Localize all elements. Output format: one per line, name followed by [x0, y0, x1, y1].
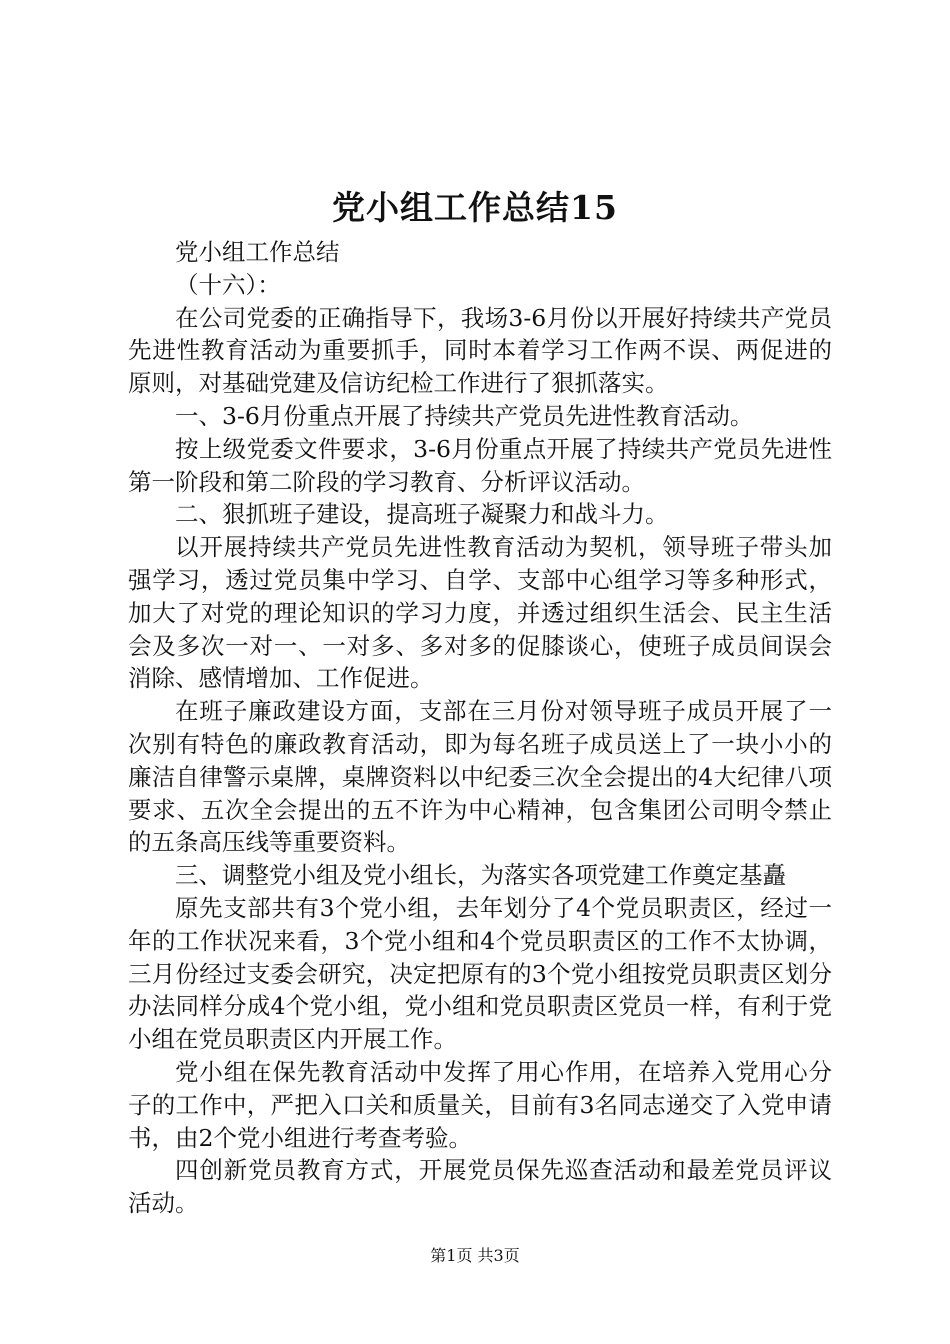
paragraph: 原先支部共有3个党小组，去年划分了4个党员职责区，经过一年的工作状况来看，3个党小组和4个党员职责区的工作不太协调，三月份经过支委会研究，决定把原有的3个党小组按党员职责区划分办法同样分成4个党小组，党小组和党员职责区党员一样，有利于党小组在党员职责区内开展工作。: [128, 893, 832, 1054]
page-footer: 第1页 共3页: [430, 1246, 520, 1265]
paragraph-heading-2: 二、狠抓班子建设，提高班子凝聚力和战斗力。: [175, 500, 669, 529]
paragraph-heading-1: 一、3-6月份重点开展了持续共产党员先进性教育活动。: [175, 401, 754, 430]
paragraph: 以开展持续共产党员先进性教育活动为契机，领导班子带头加强学习，透过党员集中学习、自学、支部中心组学习等多种形式，加大了对党的理论知识的学习力度，并透过组织生活会、民主生活会及多次一对一、一对多、多对多的促膝谈心，使班子成员间误会消除、感情增加、工作促进。: [128, 533, 832, 693]
paragraph-intro: 在公司党委的正确指导下，我场3-6月份以开展好持续共产党员先进性教育活动为重要抓手，同时本着学习工作两不误、两促进的原则，对基础党建及信访纪检工作进行了狠抓落实。: [128, 303, 832, 398]
paragraph-heading-3: 三、调整党小组及党小组长，为落实各项党建工作奠定基矗: [175, 861, 786, 890]
paragraph: 按上级党委文件要求，3-6月份重点开展了持续共产党员先进性第一阶段和第二阶段的学习教育、分析评议活动。: [128, 434, 832, 496]
document-title: 党小组工作总结15: [332, 188, 618, 227]
paragraph: 在班子廉政建设方面，支部在三月份对领导班子成员开展了一次别有特色的廉政教育活动，即为每名班子成员送上了一块小小的廉洁自律警示桌牌，桌牌资料以中纪委三次全会提出的4大纪律八项要求、五次全会提出的五不许为中心精神，包含集团公司明令禁止的五条高压线等重要资料。: [128, 697, 832, 857]
document-body: [128, 236, 832, 1220]
paragraph-subtitle: 党小组工作总结: [175, 238, 340, 266]
paragraph: 党小组在保先教育活动中发挥了用心作用，在培养入党用心分子的工作中，严把入口关和质量关，目前有3名同志递交了入党申请书，由2个党小组进行考查考验。: [128, 1057, 832, 1152]
paragraph-heading-4: 四创新党员教育方式，开展党员保先巡查活动和最差党员评议活动。: [128, 1156, 832, 1218]
paragraph-number: （十六）：: [175, 270, 281, 299]
